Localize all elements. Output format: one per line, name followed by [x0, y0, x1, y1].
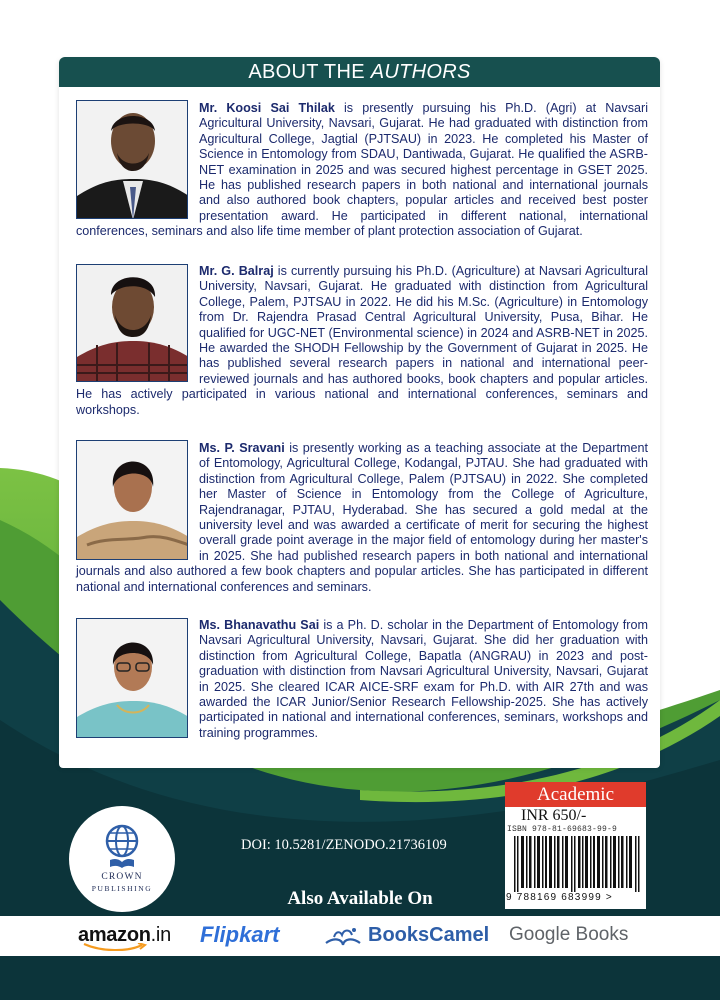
flipkart-logo[interactable]: Flipkart [200, 922, 280, 947]
amazon-suffix: .in [150, 924, 171, 946]
amazon-wordmark: amazon [78, 924, 151, 946]
camel-book-icon [324, 925, 362, 947]
barcode [514, 836, 640, 892]
open-book-icon [109, 858, 135, 868]
author-bio-text: is a Ph. D. scholar in the Department of Entomology from Navsari Agricultural University, Navsari, Gujarat. She did her graduation with distinction from Agricultural College, Bapatla (ANGRAU) in 2023 and post-graduation with distinction from Navsari Agricultural University, Navsari, Gujarat in 2025. She cleared ICAR AICE-SRF exam for Ph.D. with AIR 27th and was awarded the ICAR Junior/Senior Research Fellowship-2025. She has actively participated in national and international conferences, seminars, workshops and training programmes. [199, 618, 648, 740]
author-bio-text: is currently pursuing his Ph.D. (Agriculture) at Navsari Agricultural University, Navsari, Gujarat. He graduated with distinction from Agricultural College, Palem, PJTSAU in 2022. He did his M.Sc. (Agriculture) in Entomology from Dr. Rajendra Prasad Central Agricultural University, Pusa, Bihar. He qualified for UGC-NET (Environmental science) in 2024 and ASRB-NET in 2025. He awarded the SHODH Fellowship by the Government of Gujarat in 2025. He has published several research papers in national and international peer-reviewed journals and has authored books, book chapters and popular articles. He has actively participated in various national and international conferences, seminars and workshops. [76, 264, 648, 417]
author-bio-1 [76, 101, 648, 240]
author-bio-2 [76, 264, 648, 418]
panel-title [59, 57, 660, 87]
author-bio-text: is presently working as a teaching associate at the Department of Entomology, Agricultural College, Kodangal, PJTAU. She had graduated with distinction from Agricultural College, Palem (PJTSAU) in 2022. She completed her Master of Science in Entomology from the College of Agriculture, Rajendranagar, PJTAU, Hyderabad. She has secured a gold medal at the university level and was awarded a certificate of merit for securing the highest overall grade point average in the major field of entomology during her master's in 2025. She had published research papers in both national and international journals and also authored a few book chapters and popular articles. She has participated in different national and international conferences and seminars. [76, 441, 648, 594]
isbn-label: ISBN 978-81-69683-99-9 [507, 825, 618, 834]
globe-icon [105, 824, 139, 858]
bookscamel-logo[interactable] [324, 921, 489, 949]
bookscamel-wordmark: BooksCamel [368, 924, 490, 946]
author-bio-4 [76, 618, 648, 741]
price-label: INR 650/- [521, 807, 587, 824]
barcode-digits: 9 788169 683999 > [506, 892, 613, 903]
google-books-wordmark: Google Books [509, 924, 629, 945]
google-books-logo[interactable] [509, 921, 628, 949]
author-name: Ms. P. Sravani [199, 441, 285, 455]
amazon-smile-icon [82, 943, 148, 951]
publisher-subname: PUBLISHING [91, 884, 153, 893]
author-name: Mr. G. Balraj [199, 264, 274, 278]
also-available-heading: Also Available On [287, 888, 433, 909]
title-italic: AUTHORS [370, 61, 471, 83]
author-bio-text: is presently pursuing his Ph.D. (Agri) at Navsari Agricultural University, Navsari, Gujarat. He had graduated with distinction from Agricultural College, Jagtial (PJTSAU) in 2023. He completed his Master of Science in Entomology from SDAU, Dantiwada, Gujarat. He qualified the ASRB-NET examination in 2025 and was secured highest percentage in GSET 2025. He has published research papers in both national and international journals and also authored book chapters, popular articles and received best poster presentation award. He participated in different national, international conferences, seminars and also life time member of plant protection association of Gujarat. [76, 101, 648, 239]
doi-text: DOI: 10.5281/ZENODO.21736109 [241, 837, 447, 853]
amazon-logo[interactable] [78, 921, 171, 949]
title-plain: ABOUT THE [248, 61, 371, 83]
author-name: Mr. Koosi Sai Thilak [199, 101, 335, 115]
author-name: Ms. Bhanavathu Sai [199, 618, 320, 632]
publisher-name: CROWN [101, 872, 143, 882]
category-label: Academic [505, 782, 646, 807]
author-bio-3 [76, 441, 648, 595]
